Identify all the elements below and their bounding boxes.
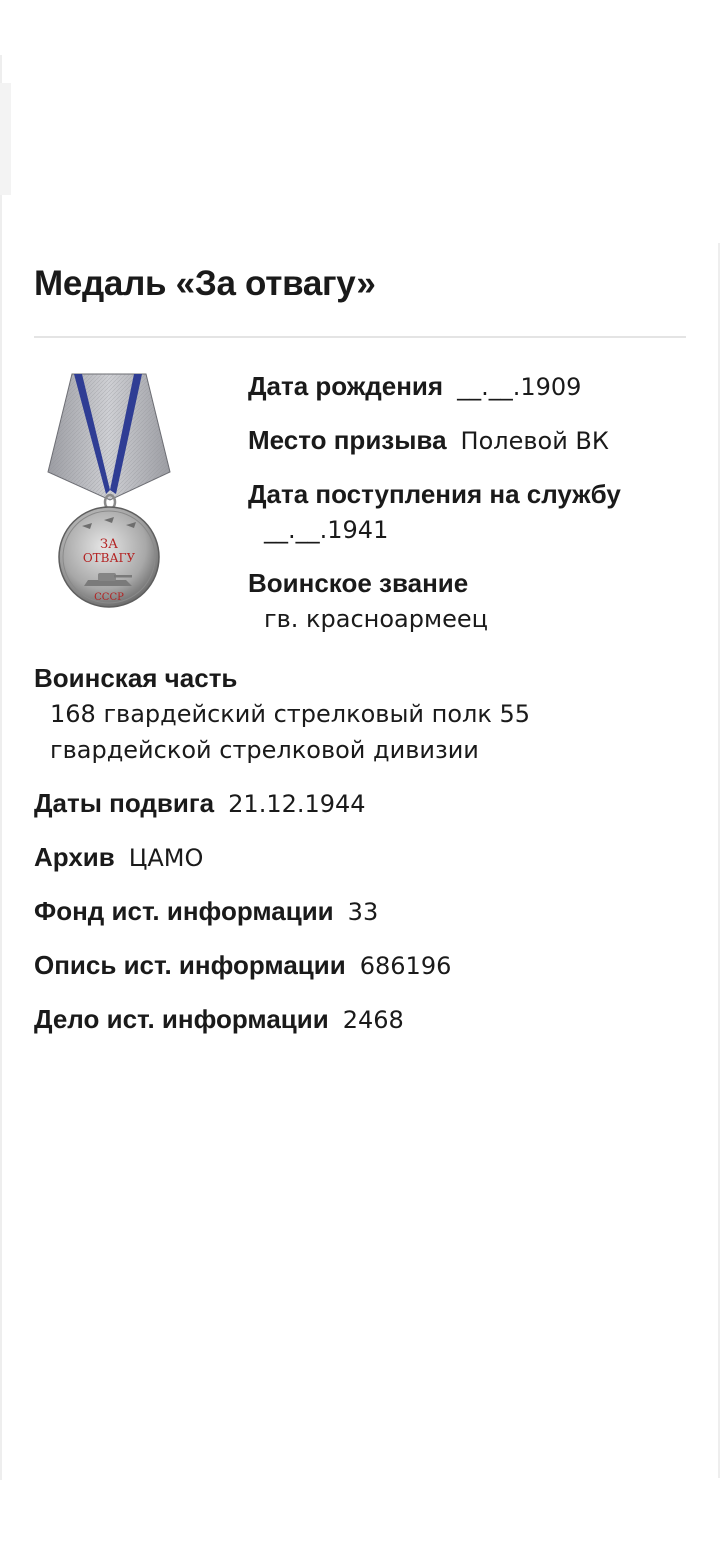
field-label: Дата поступления на службу [248, 479, 621, 509]
field-label: Опись ист. информации [34, 950, 346, 980]
side-fields [248, 368, 688, 654]
medal-inscription-line1: ЗА [100, 537, 118, 552]
field-value: __.__.1941 [264, 516, 389, 544]
field-military-unit [34, 660, 686, 768]
field-birth-date [248, 368, 688, 405]
field-service-start [248, 476, 688, 548]
award-title: Медаль «За отвагу» [34, 264, 376, 303]
field-label: Дата рождения [248, 371, 444, 401]
field-label: Дело ист. информации [34, 1004, 329, 1034]
field-rank [248, 565, 688, 637]
main-fields [34, 660, 686, 1038]
field-label: Даты подвига [34, 788, 215, 818]
award-summary [34, 338, 686, 648]
field-draft-place [248, 422, 688, 459]
medal-bottom-text: СССР [94, 592, 124, 603]
field-opis [34, 947, 686, 984]
field-value: ЦАМО [128, 844, 204, 872]
award-card [34, 258, 686, 1055]
field-value: 168 гвардейский стрелковый полк 55 гвардейской стрелковой дивизии [50, 700, 530, 764]
field-label: Воинская часть [34, 663, 238, 693]
page-edge-left [0, 55, 2, 1480]
field-label: Место призыва [248, 425, 447, 455]
field-value: __.__.1909 [457, 373, 582, 401]
field-label: Архив [34, 842, 115, 872]
field-value: 21.12.1944 [228, 790, 366, 818]
field-value: 686196 [359, 952, 452, 980]
field-archive [34, 839, 686, 876]
field-delo [34, 1001, 686, 1038]
field-label: Воинское звание [248, 568, 469, 598]
page-edge-left-block [0, 83, 11, 195]
field-value: Полевой ВК [460, 427, 609, 455]
field-value: 2468 [342, 1006, 404, 1034]
field-value: гв. красноармеец [264, 605, 488, 633]
field-fond [34, 893, 686, 930]
field-label: Фонд ист. информации [34, 896, 334, 926]
field-value: 33 [347, 898, 379, 926]
field-feat-dates [34, 785, 686, 822]
medal-inscription-line2: ОТВАГУ [82, 551, 136, 565]
medal-image [44, 372, 174, 608]
